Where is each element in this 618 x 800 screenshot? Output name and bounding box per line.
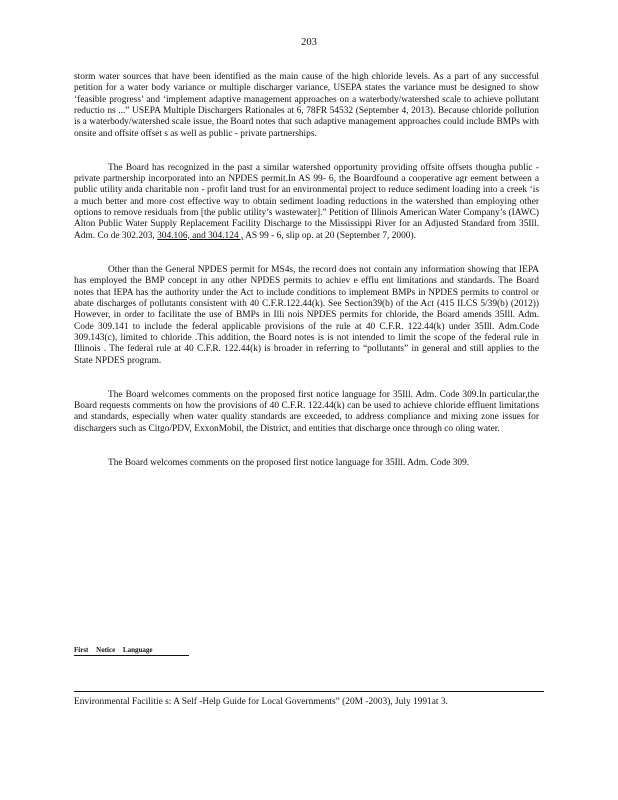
paragraph-storm-water: storm water sources that have been identified as the main cause of the high chloride levels. As a part of any successful petition for a water body variance or multiple discharger variance, USEPA states the variance must be designed to show ‘feasible progress’ and ‘implement adaptive management approaches on a waterbody/watershed scale to achieve pollutant reductio ns ...” USEPA Multiple Dischargers Rationales at 6, 78FR 54532 (September 4, 2013). Because chloride pollution is a waterbody/watershed scale issue, the Board notes that such adaptive management approaches could include BMPs with onsite and offsite offset s as well as public - private partnerships. [74,72,539,139]
paragraph-board-welcomes-1: The Board welcomes comments on the proposed first notice language for 35Ill. Adm. Code 309.In particular,the Board requests comments on how the provisions of 40 C.F.R. 122.44(k) can be used to achieve chloride effluent limitations and standards, especially when water quality standards are exceeded, to address compliance and mixing zone issues for dischargers such as Citgo/PDV, ExxonMobil, the District, and entities that discharge once through co oling water. [74,389,539,434]
document-body [74,72,539,469]
paragraph-watershed-opportunity [74,163,539,242]
footnote-divider [74,691,544,692]
footnote: Environmental Facilitie s: A Self -Help Guide for Local Governments” (20M -2003), July 1991at 3. [74,697,448,707]
section-heading-first-notice: First Notice Language [74,646,189,656]
page-number: 203 [301,37,317,48]
code-citation-underlined: 304.106, and 304.124 , [157,230,244,241]
paragraph-general-npdes: Other than the General NPDES permit for MS4s, the record does not contain any information showing that IEPA has employed the BMP concept in any other NPDES permits to achiev e efflu ent limitations and standards. The Board notes that IEPA has the authority under the Act to include conditions to implement BMPs in NPDES permits to control or abate discharges of pollutants consistent with 40 C.F.R.122.44(k). See Section39(b) of the Act (415 ILCS 5/39(b) (2012)) However, in order to facilitate the use of BMPs in Illi nois NPDES permits for chloride, the Board amends 35Ill. Adm. Code 309.141 to include the federal applicable provisions of the rule at 40 C.F.R. 122.44(k) under 35Ill. Adm.Code 309.143(c), limited to chloride .This addition, the Board notes is is not intended to limit the scope of the federal rule in Illinois . The federal rule at 40 C.F.R. 122.44(k) is broader in referring to “pollutants” in general and still applies to the State NPDES program. [74,264,539,366]
paragraph-watershed-main: The Board has recognized in the past a similar watershed opportunity providing offsite offsets thougha public - private partnership incorporated into an NPDES permit.In AS 99- 6, the Boardfound a cooperative agr eement between a public utility anda charitable non - profit land trust for an environmental project to reduce sediment loading into a creek ‘is a much better and more cost effective way to obtain sediment loading reductions in the watershed than employing other options to remove residuals from [the public utility’s wastewater].” Petition of Illinois American Water Company’s (IAWC) Alton Public Water Supply Replacement Facility Discharge to the Mississippi River for an Adjusted Standard from 35Ill. Adm. Co de 302.203, [74,162,539,241]
paragraph-watershed-end: AS 99 - 6, slip op. at 20 (September 7, 2000). [245,230,416,241]
paragraph-board-welcomes-2: The Board welcomes comments on the proposed first notice language for 35Ill. Adm. Code 309. [108,457,470,468]
